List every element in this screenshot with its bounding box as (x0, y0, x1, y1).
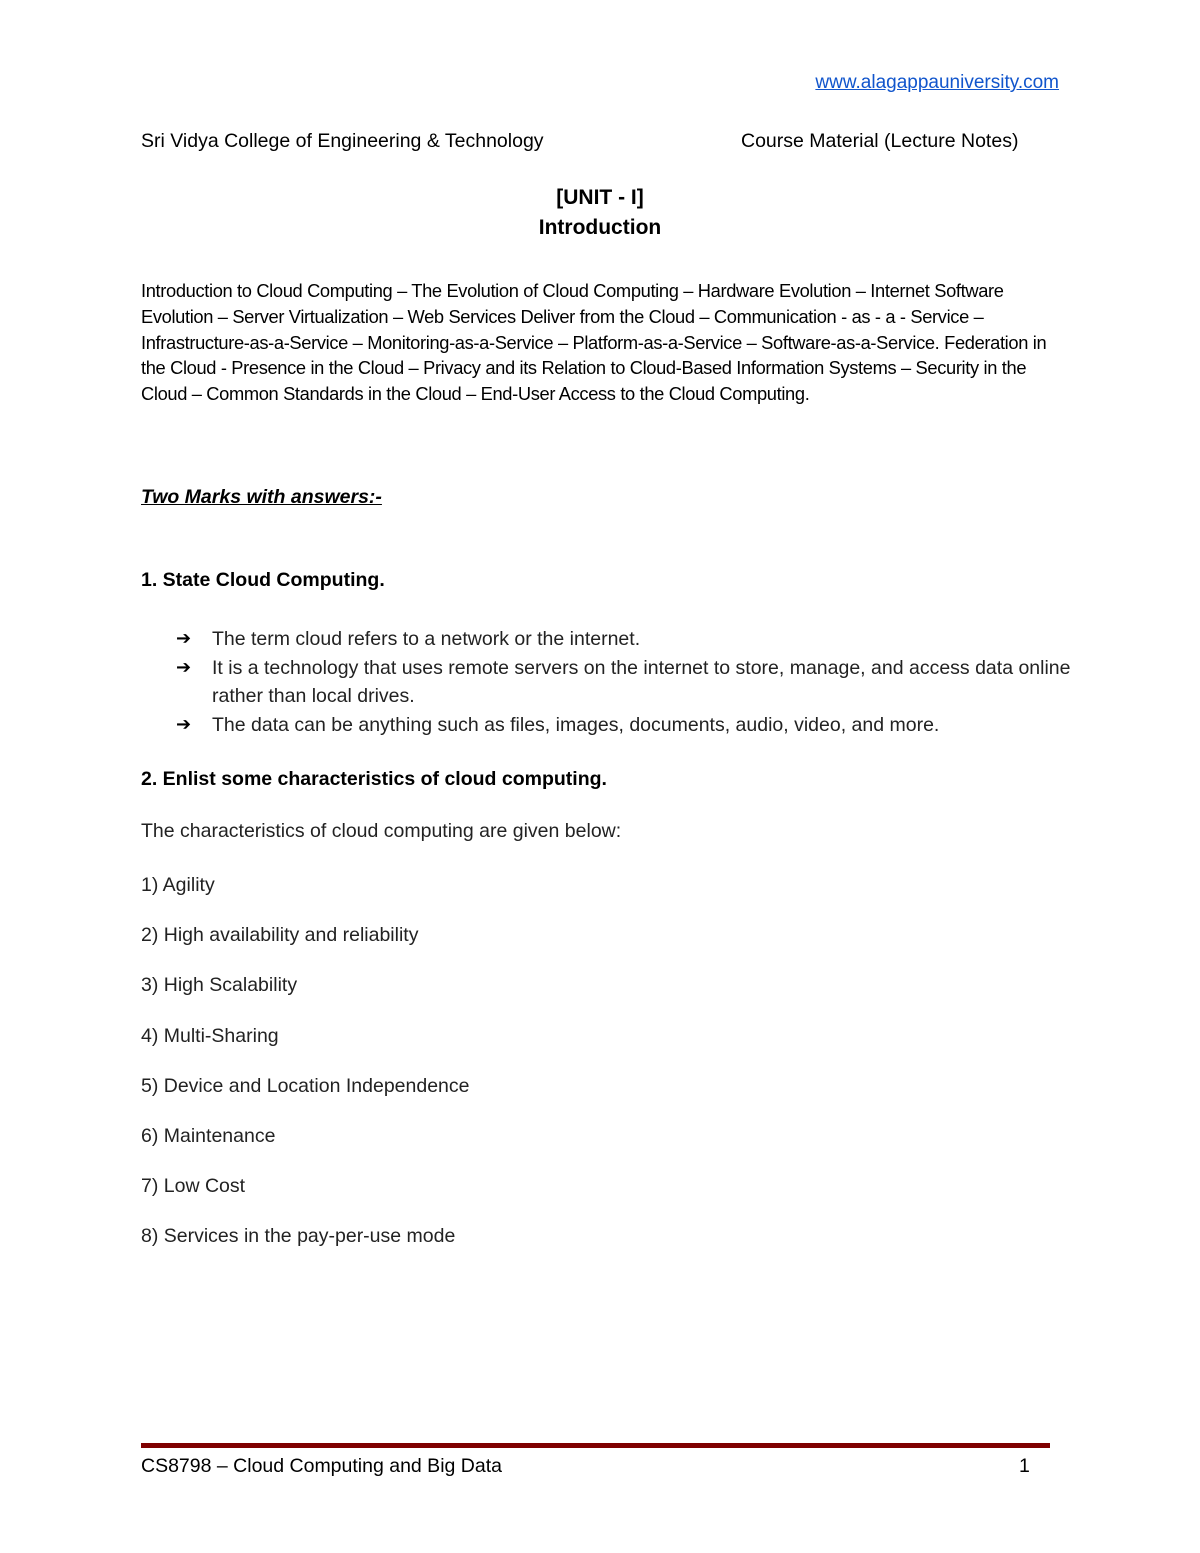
question-1-title: 1. State Cloud Computing. (141, 569, 385, 591)
list-item: 1) Agility (141, 874, 215, 896)
list-item: 7) Low Cost (141, 1175, 246, 1198)
question-1-answer-list (176, 625, 1076, 739)
question-2-title: 2. Enlist some characteristics of cloud computing. (141, 768, 607, 790)
website-link[interactable]: www.alagappauniversity.com (815, 72, 1059, 93)
footer-divider (141, 1443, 1050, 1448)
list-item-text: The term cloud refers to a network or the internet. (212, 628, 641, 650)
page-title: Introduction (538, 216, 662, 239)
college-name: Sri Vidya College of Engineering & Technology (141, 130, 544, 152)
right-arrow-icon: ➔ (176, 713, 192, 735)
list-item: 2) High availability and reliability (141, 924, 419, 947)
list-item: 3) High Scalability (141, 974, 298, 997)
list-item-text: The data can be anything such as files, images, documents, audio, video, and more. (212, 713, 940, 736)
list-item: 6) Maintenance (141, 1124, 276, 1147)
list-item: 4) Multi-Sharing (141, 1024, 279, 1047)
list-item (176, 654, 1076, 711)
list-item: 8) Services in the pay-per-use mode (141, 1225, 456, 1248)
characteristics-list (141, 872, 470, 1274)
list-item (176, 625, 1076, 654)
syllabus-paragraph: Introduction to Cloud Computing – The Evolution of Cloud Computing – Hardware Evolution – Internet Software Evolution – Server Virtualization – Web Services Deliver from the Cloud – Communication - as - a - Service – Infrastructure-as-a-Service – Monitoring-as-a-Service – Platform-as-a-Service – Software-as-a-Service. Federation in the Cloud - Presence in the Cloud – Privacy and its Relation to Cloud-Based Information Systems – Security in the Cloud – Common Standards in the Cloud – End-User Access to the Cloud Computing. (141, 280, 1047, 405)
material-type: Course Material (Lecture Notes) (741, 130, 1019, 152)
list-item-text: It is a technology that uses remote servers on the internet to store, manage, and access data online rather than local drives. (212, 656, 1071, 707)
right-arrow-icon: ➔ (176, 656, 192, 678)
footer-course-title: CS8798 – Cloud Computing and Big Data (141, 1455, 502, 1477)
section-heading: Two Marks with answers:- (141, 486, 382, 508)
page-number: 1 (1019, 1455, 1030, 1477)
list-item (176, 711, 1076, 740)
unit-title: [UNIT - I] (556, 186, 644, 209)
question-2-intro: The characteristics of cloud computing are given below: (141, 820, 622, 842)
list-item: 5) Device and Location Independence (141, 1074, 470, 1097)
right-arrow-icon: ➔ (176, 628, 192, 649)
